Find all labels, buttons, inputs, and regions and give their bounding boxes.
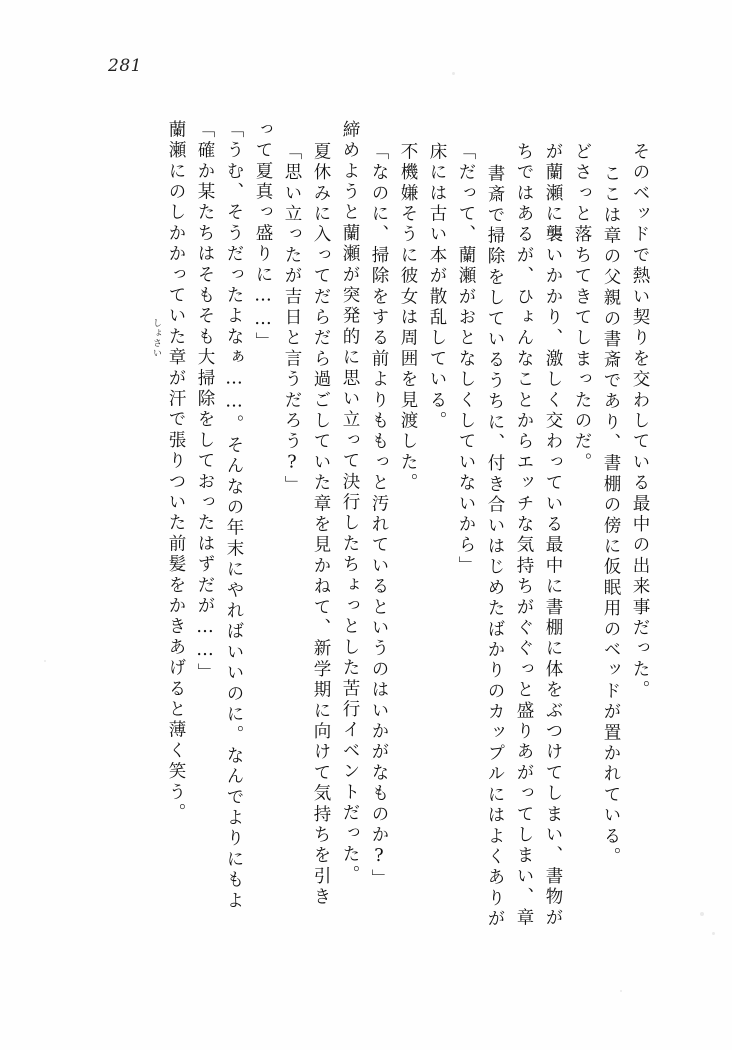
text-column: ちではあるが、ひょんなことからエッチな気持ちがぐぐっと盛りあがってしまい、章 (514, 142, 534, 929)
ruby-annotation: しょさい (151, 318, 161, 358)
text-column: 「なのに、掃除をする前よりももっと汚れているというのはいかがなものか?」 (369, 142, 389, 890)
paper-speck (620, 990, 622, 992)
paper-speck (44, 660, 46, 662)
text-column: どさっと落ちてきてしまったのだ。 (572, 142, 592, 474)
text-column: 不機嫌そうに彼女は周囲を見渡した。 (398, 142, 418, 494)
text-column: 床には古い本が散乱している。 (427, 142, 447, 432)
paper-speck (712, 932, 715, 935)
text-column: 「うむ、そうだったよなぁ……。そんなの年末にやればいいのに。なんでよりにもよ (224, 120, 244, 912)
text-column: 夏休みに入ってだらだら過ごしていた章を見かねて、新学期に向けて気持ちを引き (311, 142, 331, 908)
text-column: そのベッドで熱い契りを交わしている最中の出来事だった。 (630, 142, 650, 701)
body-text-block (155, 120, 650, 930)
paper-speck (452, 72, 455, 75)
paper-speck (700, 912, 704, 916)
page-number: 281 (108, 56, 142, 76)
text-column: って夏真っ盛りに……」 (253, 120, 273, 353)
text-column: 「思い立ったが吉日と言うだろう?」 (282, 142, 302, 497)
text-column: ここは章の父親の書斎であり、書棚の傍に仮眠用のベッドが置かれている。 (601, 164, 621, 868)
text-column: 「だって、蘭瀬がおとなしくしていないから」 (456, 142, 476, 577)
text-column: が蘭瀬に襲いかかり、激しく交わっている最中に書棚に体をぶつけてしまい、書物が (543, 142, 563, 929)
text-column: 書斎で掃除をしているうちに、付き合いはじめたばかりのカップルにはよくありが (485, 164, 505, 930)
text-column: 蘭瀬にのしかかっていた章が汗で張りついた前髪をかきあげると薄く笑う。 (166, 120, 186, 824)
text-column: 「確か某たちはそもそも大掃除をしておったはずだが……」 (195, 120, 215, 684)
text-column: 締めようと蘭瀬が突発的に思い立って決行したちょっとした苦行イベントだった。 (340, 120, 360, 886)
